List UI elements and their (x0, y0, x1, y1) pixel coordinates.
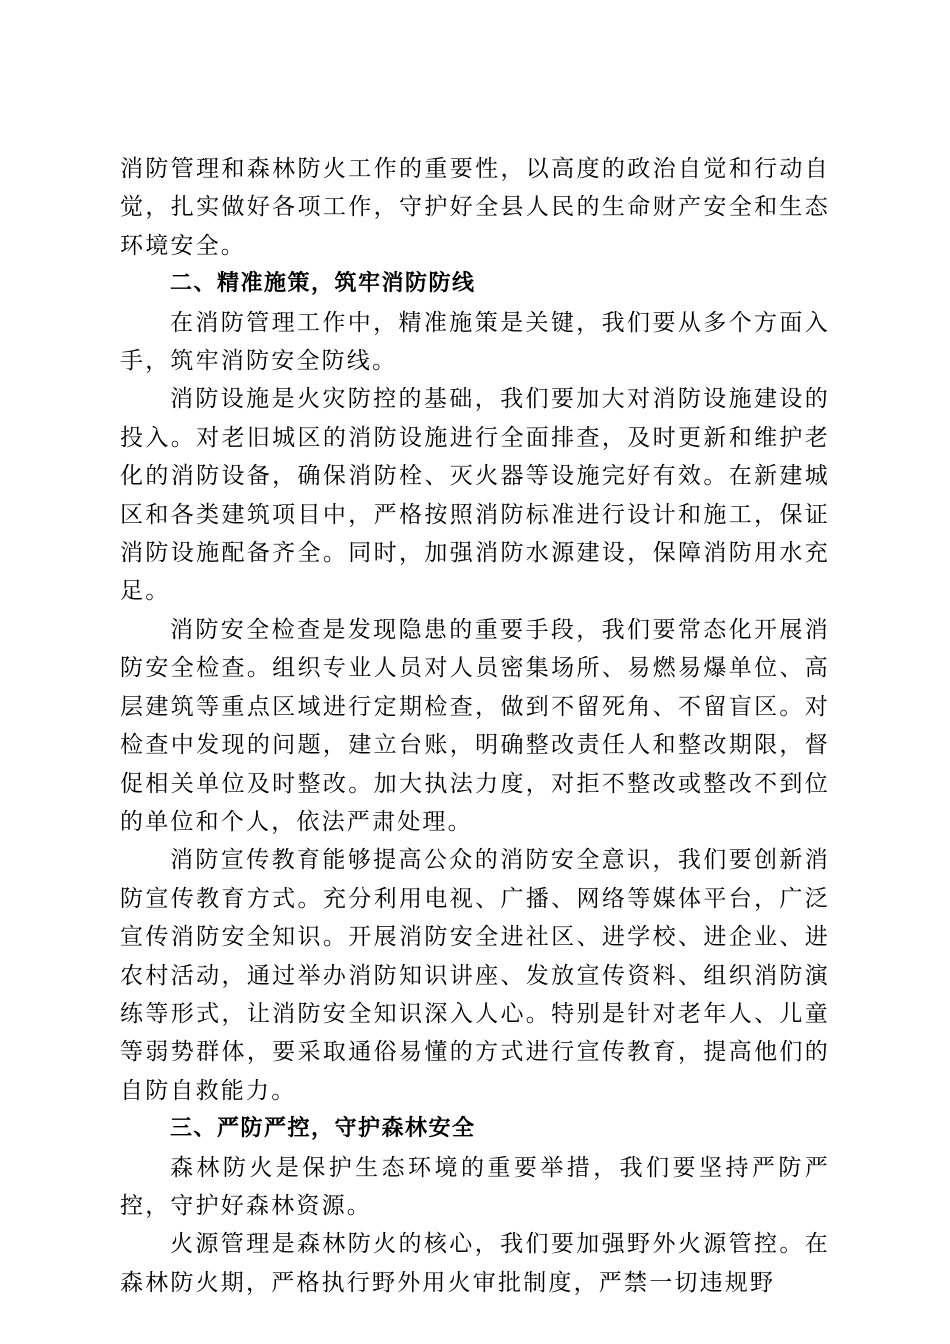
body-paragraph: 消防安全检查是发现隐患的重要手段，我们要常态化开展消防安全检查。组织专业人员对人员密集场所、易燃易爆单位、高层建筑等重点区域进行定期检查，做到不留死角、不留盲区。对检查中发现的问题，建立台账，明确整改责任人和整改期限，督促相关单位及时整改。加大执法力度，对拒不整改或整改不到位的单位和个人，依法严肃处理。 (120, 616, 830, 835)
body-paragraph: 消防管理和森林防火工作的重要性，以高度的政治自觉和行动自觉，扎实做好各项工作，守护好全县人民的生命财产安全和生态环境安全。 (120, 156, 830, 259)
body-paragraph: 消防宣传教育能够提高公众的消防安全意识，我们要创新消防宣传教育方式。充分利用电视、广播、网络等媒体平台，广泛宣传消防安全知识。开展消防安全进社区、进学校、进企业、进农村活动，通过举办消防知识讲座、发放宣传资料、组织消防演练等形式，让消防安全知识深入人心。特别是针对老年人、儿童等弱势群体，要采取通俗易懂的方式进行宣传教育，提高他们的自防自救能力。 (120, 847, 830, 1104)
section-heading: 二、精准施策，筑牢消防防线 (170, 271, 476, 297)
body-paragraph: 在消防管理工作中，精准施策是关键，我们要从多个方面入手，筑牢消防安全防线。 (120, 309, 830, 375)
body-paragraph: 消防设施是火灾防控的基础，我们要加大对消防设施建设的投入。对老旧城区的消防设施进行全面排查，及时更新和维护老化的消防设备，确保消防栓、灭火器等设施完好有效。在新建城区和各类建筑项目中，严格按照消防标准进行设计和施工，保证消防设施配备齐全。同时，加强消防水源建设，保障消防用水充足。 (120, 386, 830, 605)
body-paragraph: 森林防火是保护生态环境的重要举措，我们要坚持严防严控，守护好森林资源。 (120, 1154, 830, 1219)
section-heading: 三、严防严控，守护森林安全 (170, 1116, 476, 1142)
body-paragraph: 火源管理是森林防火的核心，我们要加强野外火源管控。在森林防火期，严格执行野外用火审批制度，严禁一切违规野 (120, 1231, 830, 1296)
document-body (120, 150, 830, 1302)
